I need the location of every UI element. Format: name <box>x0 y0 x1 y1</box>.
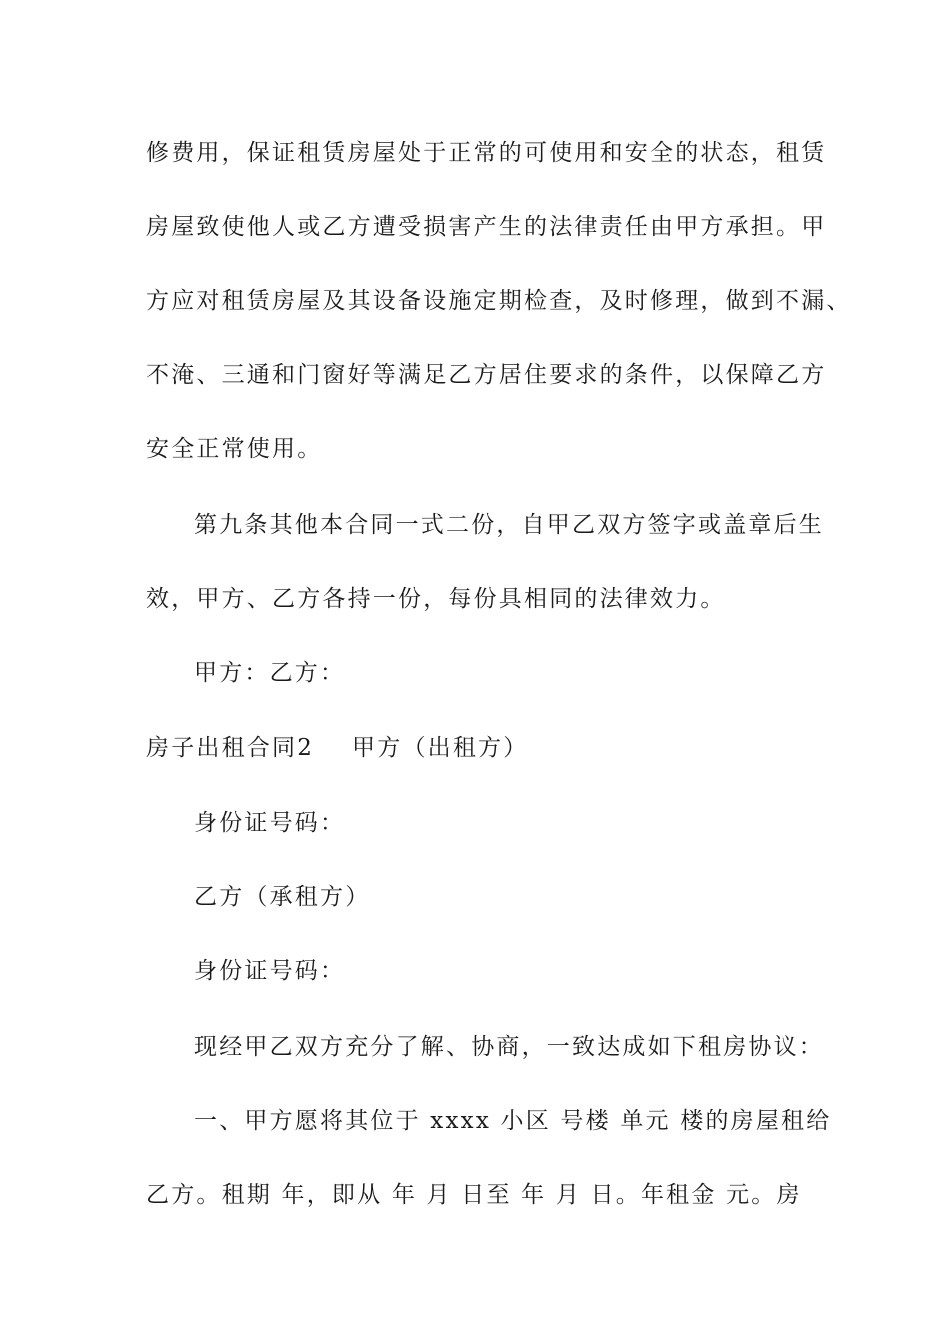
party-b-label: 乙方（承租方） <box>194 884 371 910</box>
paragraph-line: 房屋致使他人或乙方遭受损害产生的法律责任由甲方承担。甲 <box>146 214 827 240</box>
party-a-id-label: 身份证号码： <box>194 810 346 836</box>
paragraph-line: 方应对租赁房屋及其设备设施定期检查，及时修理，做到不漏、 <box>146 288 852 314</box>
clause-nine-line: 效，甲方、乙方各持一份，每份具相同的法律效力。 <box>146 586 726 612</box>
party-a-label: 甲方（出租方） <box>352 735 529 761</box>
clause-one-line: 乙方。租期 年，即从 年 月 日至 年 月 日。年租金 元。房 <box>146 1182 802 1208</box>
contract-title: 房子出租合同2 <box>146 735 315 761</box>
paragraph-line: 不淹、三通和门窗好等满足乙方居住要求的条件，以保障乙方 <box>146 362 827 388</box>
paragraph-line: 修费用，保证租赁房屋处于正常的可使用和安全的状态，租赁 <box>146 140 827 166</box>
paragraph-line: 安全正常使用。 <box>146 436 323 462</box>
signature-parties: 甲方：乙方： <box>194 660 346 686</box>
contract-heading-row <box>146 733 528 763</box>
clause-nine-line: 第九条其他本合同一式二份，自甲乙双方签字或盖章后生 <box>194 512 824 538</box>
agreement-intro: 现经甲乙双方充分了解、协商，一致达成如下租房协议： <box>194 1034 824 1060</box>
party-b-id-label: 身份证号码： <box>194 958 346 984</box>
clause-one-line: 一、甲方愿将其位于 xxxx 小区 号楼 单元 楼的房屋租给 <box>194 1108 832 1134</box>
